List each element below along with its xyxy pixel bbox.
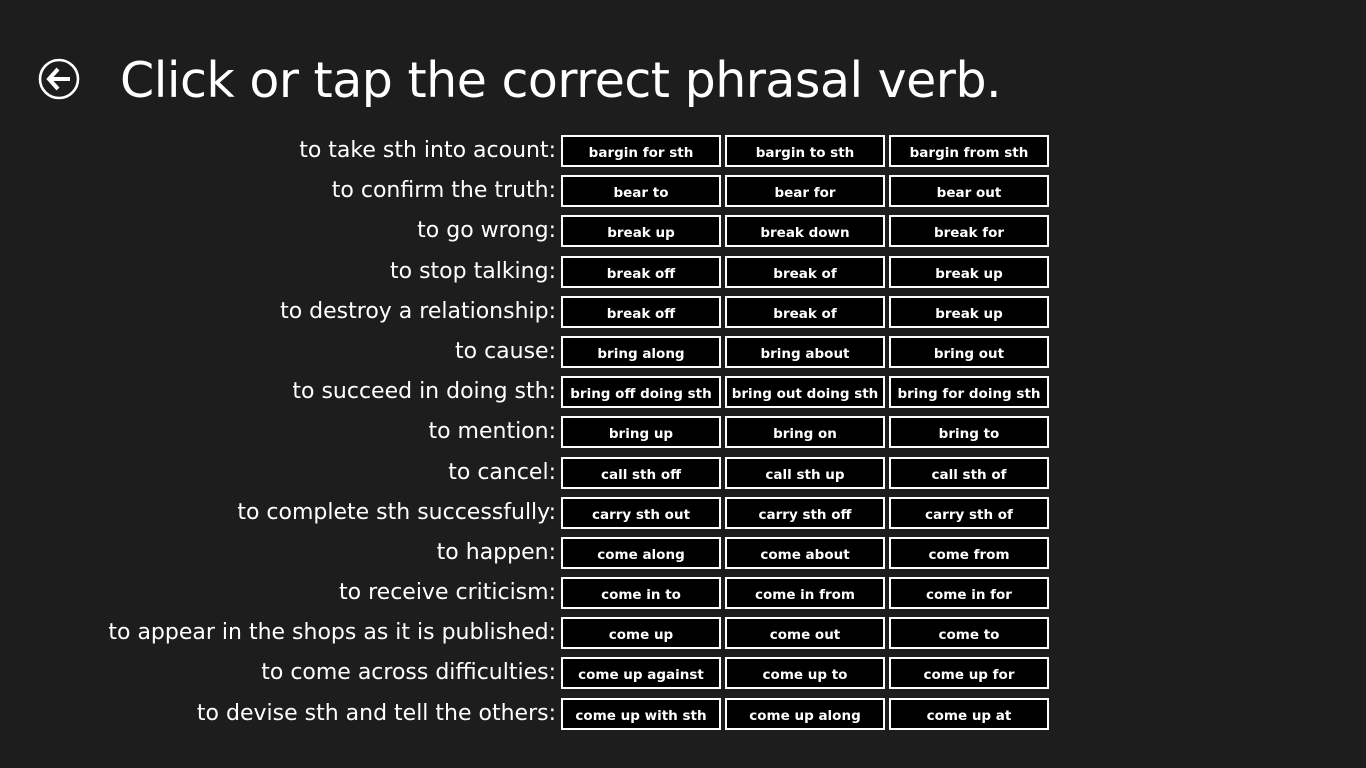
- question-row: [0, 656, 1366, 696]
- answer-option-button[interactable]: come in for: [889, 577, 1049, 609]
- back-button[interactable]: [38, 58, 80, 100]
- question-prompt: to complete sth successfully:: [237, 499, 556, 525]
- answer-option-button[interactable]: come about: [725, 537, 885, 569]
- answer-option-button[interactable]: come up with sth: [561, 698, 721, 730]
- answer-option-button[interactable]: call sth up: [725, 457, 885, 489]
- answer-option-button[interactable]: come up to: [725, 657, 885, 689]
- answer-option-button[interactable]: bargin for sth: [561, 135, 721, 167]
- answer-option-button[interactable]: bring along: [561, 336, 721, 368]
- question-prompt: to stop talking:: [390, 258, 556, 284]
- answer-option-button[interactable]: break up: [889, 256, 1049, 288]
- question-prompt: to succeed in doing sth:: [292, 379, 556, 405]
- answer-option-button[interactable]: bring off doing sth: [561, 376, 721, 408]
- answer-option-button[interactable]: bargin to sth: [725, 135, 885, 167]
- question-prompt: to confirm the truth:: [331, 178, 556, 204]
- question-prompt: to devise sth and tell the others:: [196, 700, 556, 726]
- question-row: [0, 415, 1366, 455]
- question-row: [0, 456, 1366, 496]
- answer-option-button[interactable]: bring out doing sth: [725, 376, 885, 408]
- question-prompt: to go wrong:: [417, 218, 556, 244]
- answer-option-button[interactable]: come to: [889, 617, 1049, 649]
- question-prompt: to come across difficulties:: [261, 660, 556, 686]
- answer-option-button[interactable]: break off: [561, 256, 721, 288]
- answer-option-button[interactable]: come up for: [889, 657, 1049, 689]
- answer-option-button[interactable]: break up: [561, 215, 721, 247]
- answer-option-button[interactable]: bear to: [561, 175, 721, 207]
- answer-option-button[interactable]: come in from: [725, 577, 885, 609]
- question-prompt: to cancel:: [448, 459, 556, 485]
- answer-option-button[interactable]: bring for doing sth: [889, 376, 1049, 408]
- answer-option-button[interactable]: bear out: [889, 175, 1049, 207]
- answer-option-button[interactable]: call sth off: [561, 457, 721, 489]
- question-row: [0, 295, 1366, 335]
- answer-option-button[interactable]: break off: [561, 296, 721, 328]
- question-list: [0, 134, 1366, 737]
- answer-option-button[interactable]: come up along: [725, 698, 885, 730]
- question-prompt: to mention:: [428, 419, 556, 445]
- answer-option-button[interactable]: come along: [561, 537, 721, 569]
- answer-option-button[interactable]: come up: [561, 617, 721, 649]
- answer-option-button[interactable]: come up against: [561, 657, 721, 689]
- question-row: [0, 496, 1366, 536]
- answer-option-button[interactable]: come in to: [561, 577, 721, 609]
- question-row: [0, 335, 1366, 375]
- question-row: [0, 174, 1366, 214]
- question-row: [0, 536, 1366, 576]
- question-row: [0, 375, 1366, 415]
- question-row: [0, 214, 1366, 254]
- answer-option-button[interactable]: carry sth out: [561, 497, 721, 529]
- question-prompt: to appear in the shops as it is published:: [108, 620, 556, 646]
- answer-option-button[interactable]: bargin from sth: [889, 135, 1049, 167]
- answer-option-button[interactable]: break up: [889, 296, 1049, 328]
- answer-option-button[interactable]: carry sth of: [889, 497, 1049, 529]
- answer-option-button[interactable]: come from: [889, 537, 1049, 569]
- answer-option-button[interactable]: break for: [889, 215, 1049, 247]
- page-title: Click or tap the correct phrasal verb.: [120, 52, 1002, 109]
- answer-option-button[interactable]: carry sth off: [725, 497, 885, 529]
- answer-option-button[interactable]: bring on: [725, 416, 885, 448]
- question-prompt: to happen:: [436, 539, 556, 565]
- question-row: [0, 576, 1366, 616]
- question-prompt: to receive criticism:: [339, 580, 556, 606]
- answer-option-button[interactable]: bring about: [725, 336, 885, 368]
- answer-option-button[interactable]: break of: [725, 256, 885, 288]
- question-row: [0, 255, 1366, 295]
- back-arrow-circle-icon: [38, 58, 80, 100]
- answer-option-button[interactable]: bring up: [561, 416, 721, 448]
- answer-option-button[interactable]: bear for: [725, 175, 885, 207]
- answer-option-button[interactable]: bring to: [889, 416, 1049, 448]
- question-prompt: to take sth into acount:: [299, 138, 556, 163]
- answer-option-button[interactable]: break down: [725, 215, 885, 247]
- answer-option-button[interactable]: call sth of: [889, 457, 1049, 489]
- question-row: [0, 697, 1366, 737]
- answer-option-button[interactable]: bring out: [889, 336, 1049, 368]
- question-prompt: to destroy a relationship:: [280, 298, 556, 324]
- answer-option-button[interactable]: come up at: [889, 698, 1049, 730]
- question-row: [0, 616, 1366, 656]
- answer-option-button[interactable]: come out: [725, 617, 885, 649]
- answer-option-button[interactable]: break of: [725, 296, 885, 328]
- question-prompt: to cause:: [454, 338, 556, 364]
- question-row: [0, 134, 1366, 174]
